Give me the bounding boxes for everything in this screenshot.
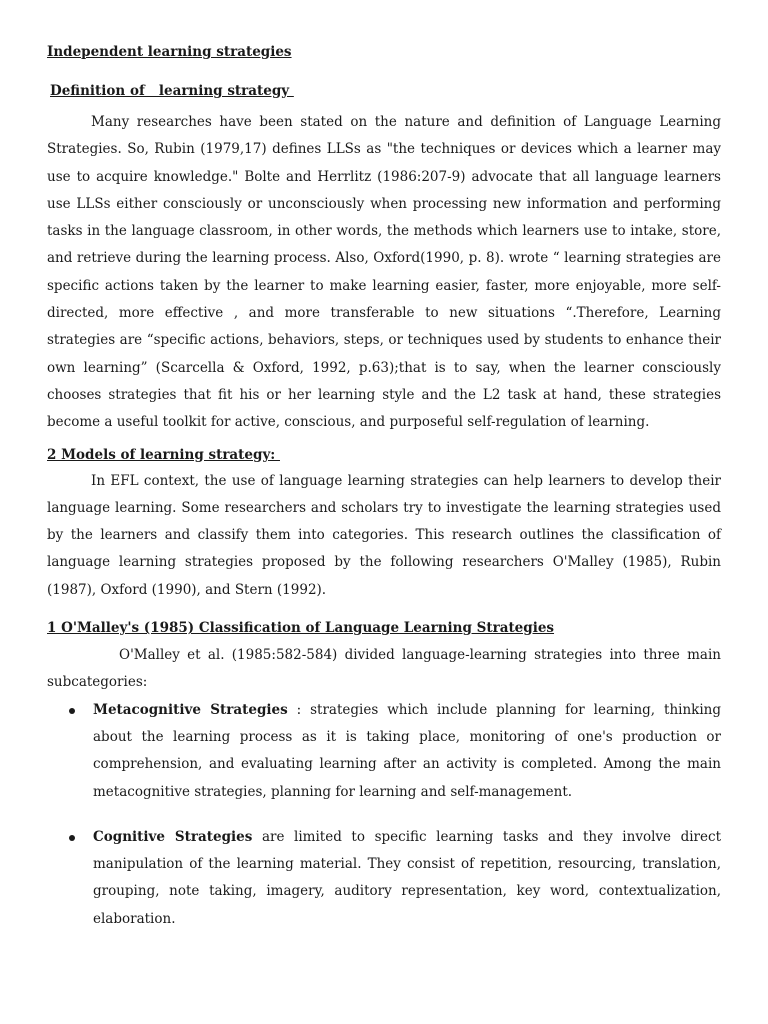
- strategy-term: Metacognitive Strategies: [93, 701, 288, 718]
- bullet-icon: [69, 708, 75, 714]
- models-paragraph: In EFL context, the use of language learning strategies can help learners to develop their language learning. Some researchers and scholars try to investigate the learning strategies used by the learners and classify them into categories. This research outlines the classification of language learning strategies proposed by the following researchers O'Malley (1985), Rubin (1987), Oxford (1990), and Stern (1992).: [47, 472, 721, 598]
- omalley-intro-paragraph: O'Malley et al. (1985:582-584) divided language-learning strategies into three main subcategories:: [47, 647, 721, 691]
- definition-heading: Definition of learning strategy: [50, 83, 294, 99]
- omalley-heading: 1 O'Malley's (1985) Classification of Language Learning Strategies: [47, 620, 555, 637]
- strategy-list: [47, 697, 721, 933]
- bullet-icon: [69, 835, 75, 841]
- list-item-cognitive: [47, 824, 721, 933]
- strategy-term: Cognitive Strategies: [93, 828, 253, 845]
- definition-paragraph: Many researches have been stated on the nature and definition of Language Learning Strategies. So, Rubin (1979,17) defines LLSs as "the techniques or devices which a learner may use to acquire knowledge." Bolte and Herrlitz (1986:207-9) advocate that all language learners use LLSs either consciously or unconsciously when processing new information and performing tasks in the language classroom, in other words, the methods which learners use to intake, store, and retrieve during the learning process. Also, Oxford(1990, p. 8). wrote “ learning strategies are specific actions taken by the learner to make learning easier, faster, more enjoyable, more self-directed, more effective , and more transferable to new situations “.Therefore, Learning strategies are “specific actions, behaviors, steps, or techniques used by students to enhance their own learning” (Scarcella & Oxford, 1992, p.63);that is to say, when the learner consciously chooses strategies that fit his or her learning style and the L2 task at hand, these strategies become a useful toolkit for active, conscious, and purposeful self-regulation of learning.: [47, 114, 721, 431]
- strategy-description: are limited to specific learning tasks and they involve direct manipulation of the learning material. They consist of repetition, resourcing, translation, grouping, note taking, imagery, auditory representation, key word, contextualization, elaboration.: [93, 828, 721, 927]
- list-item-metacognitive: [47, 697, 721, 806]
- document-title: Independent learning strategies: [47, 44, 292, 60]
- strategy-description: : strategies which include planning for learning, thinking about the learning process as it is taking place, monitoring of one's production or comprehension, and evaluating learning after an activity is completed. Among the main metacognitive strategies, planning for learning and self-management.: [93, 701, 721, 800]
- models-heading: 2 Models of learning strategy:: [47, 446, 280, 463]
